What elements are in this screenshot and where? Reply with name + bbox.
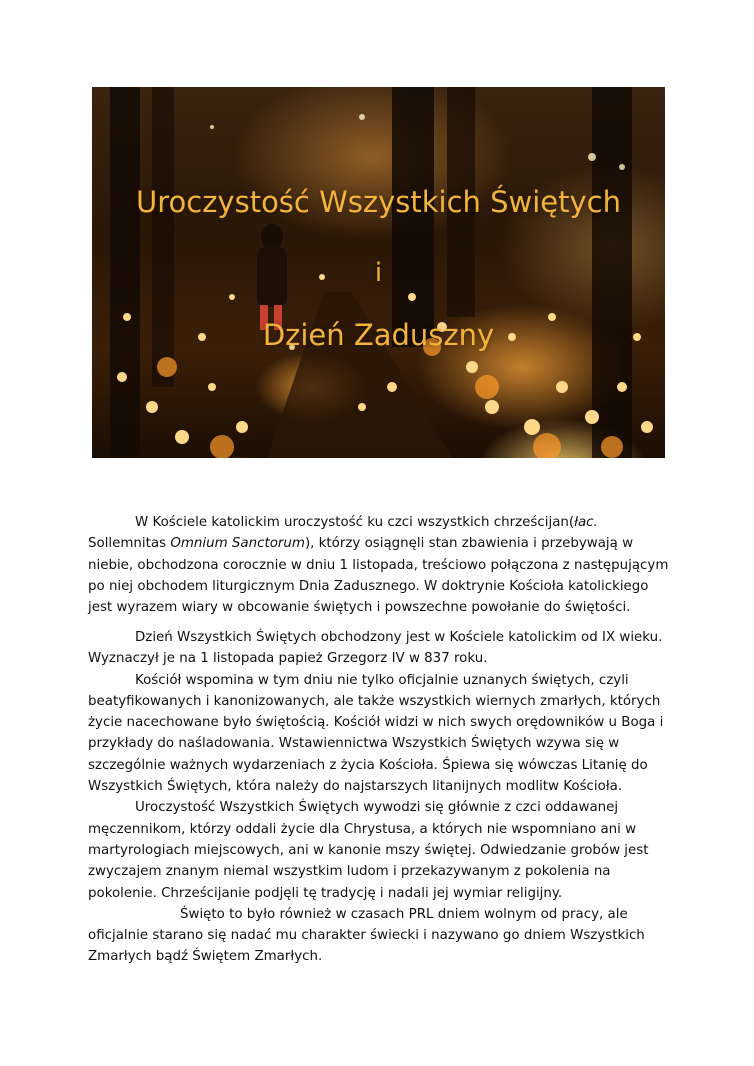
intro-paragraph <box>88 512 673 618</box>
header-photo <box>92 87 665 458</box>
body-text <box>88 627 673 968</box>
p1-text-a: W Kościele katolickim uroczystość ku czci wszystkich chrześcijan( <box>135 515 575 530</box>
p1-latin: Omnium Sanctorum <box>170 536 305 552</box>
paragraph-2: Dzień Wszystkich Świętych obchodzony jest w Kościele katolickim od IX wieku. Wyznaczył je na 1 listopada papież Grzegorz IV w 837 roku. <box>88 630 663 667</box>
title-line-3: Dzień Zaduszny <box>262 318 495 352</box>
p1-text-c: ), którzy osiągnęli stan zbawienia i przebywają w niebie, obchodzona corocznie w dniu 1 listopada, treściowo połączona z następującym po niej obchodem liturgicznym Dnia Zadusznego. W doktrynie Kościoła katolickiego jest wyrazem wiary w obcowanie świętych i powszechne powołanie do świętości. <box>88 536 669 616</box>
title-line-1: Uroczystość Wszystkich Świętych <box>136 185 621 219</box>
title-line-2: i <box>374 258 383 288</box>
paragraph-3: Kościół wspomina w tym dniu nie tylko oficjalnie uznanych świętych, czyli beatyfikowanych i kanonizowanych, ale także wszystkich wiernych zmarłych, których życie nacechowane było świętością. Kościół widzi w nich swych orędowników u Boga i przykłady do naśladowania. Wstawiennictwa Wszystkich Świętych wzywa się w szczególnie ważnych wydarzeniach z życia Kościoła. Śpiewa się wówczas Litanię do Wszystkich Świętych, która należy do najstarszych litanijnych modlitw Kościoła. <box>88 672 664 795</box>
paragraph-5: Święto to było również w czasach PRL dniem wolnym od pracy, ale oficjalnie starano się nadać mu charakter świecki i nazywano go dniem Wszystkich Zmarłych bądź Świętem Zmarłych. <box>88 906 645 965</box>
p1-text-b: Sollemnitas <box>88 536 171 552</box>
p1-abbr: łac. <box>574 515 598 530</box>
paragraph-4: Uroczystość Wszystkich Świętych wywodzi się głównie z czci oddawanej męczennikom, którzy oddali życie dla Chrystusa, a których nie wspomniano ani w martyrologiach miejscowych, ani w kanonie mszy świętej. Odwiedzanie grobów jest zwyczajem znanym niemal wszystkim ludom i przekazywanym z pokolenia na pokolenie. Chrześcijanie podjęli tę tradycję i nadali jej wymiar religijny. <box>88 800 649 901</box>
paragraph-1 <box>88 512 673 618</box>
